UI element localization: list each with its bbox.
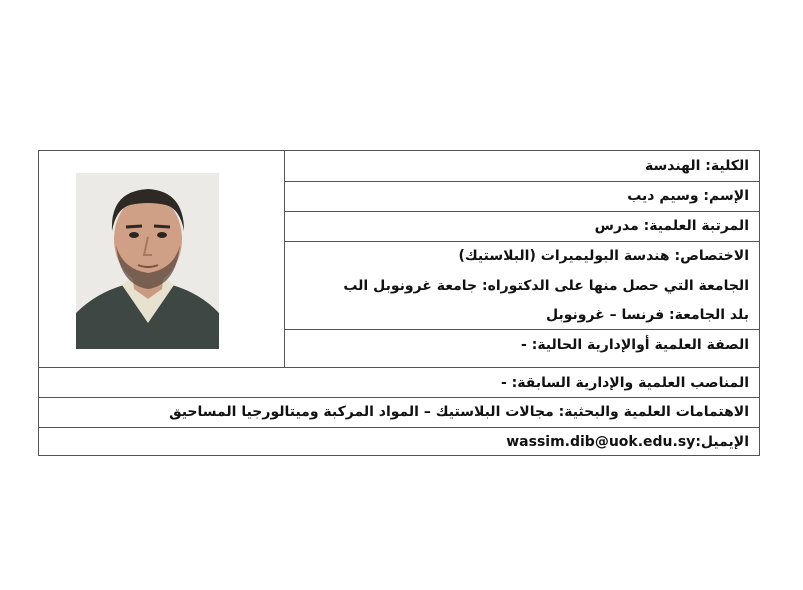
faculty-row bbox=[285, 151, 759, 181]
previous-positions-label: المناصب العلمية والإدارية السابقة: bbox=[511, 375, 749, 391]
rank-label: المرتبة العلمية: bbox=[643, 218, 749, 234]
specialization-label: الاختصاص: bbox=[674, 248, 749, 264]
profile-table bbox=[38, 150, 760, 456]
research-interests-row bbox=[39, 397, 759, 427]
name-label: الإسم: bbox=[703, 188, 749, 204]
photo-cell bbox=[39, 151, 285, 367]
name-row bbox=[285, 181, 759, 211]
specialization-value: هندسة البوليميرات (البلاستيك) bbox=[458, 248, 670, 264]
university-country-value: فرنسا – غرونوبل bbox=[545, 307, 665, 323]
name-value: وسيم ديب bbox=[627, 188, 699, 204]
current-position-label: الصفة العلمية أوالإدارية الحالية: bbox=[531, 337, 749, 353]
previous-positions-row bbox=[39, 367, 759, 397]
faculty-label: الكلية: bbox=[705, 158, 749, 174]
research-interests-value: مجالات البلاستيك – المواد المركبة وميتالورجيا المساحيق bbox=[169, 404, 554, 420]
doctorate-university-line bbox=[343, 279, 749, 293]
email-row bbox=[39, 427, 759, 455]
faculty-value: الهندسة bbox=[645, 158, 701, 174]
specialization-block bbox=[285, 241, 759, 329]
rank-row bbox=[285, 211, 759, 241]
university-country-line bbox=[546, 308, 749, 322]
doctorate-university-value: جامعة غرونوبل الب bbox=[343, 278, 478, 294]
profile-photo bbox=[76, 173, 219, 349]
specialization-line bbox=[458, 249, 749, 263]
rank-value: مدرس bbox=[594, 218, 639, 234]
current-position-row bbox=[285, 329, 759, 367]
doctorate-university-label: الجامعة التي حصل منها على الدكتوراه: bbox=[482, 278, 749, 294]
previous-positions-value: - bbox=[500, 375, 507, 391]
university-country-label: بلد الجامعة: bbox=[669, 307, 749, 323]
research-interests-label: الاهتمامات العلمية والبحثية: bbox=[558, 404, 749, 420]
email-value[interactable]: wassim.dib@uok.edu.sy bbox=[506, 434, 696, 450]
email-label: الإيميل: bbox=[695, 434, 749, 450]
current-position-value: - bbox=[521, 337, 527, 353]
